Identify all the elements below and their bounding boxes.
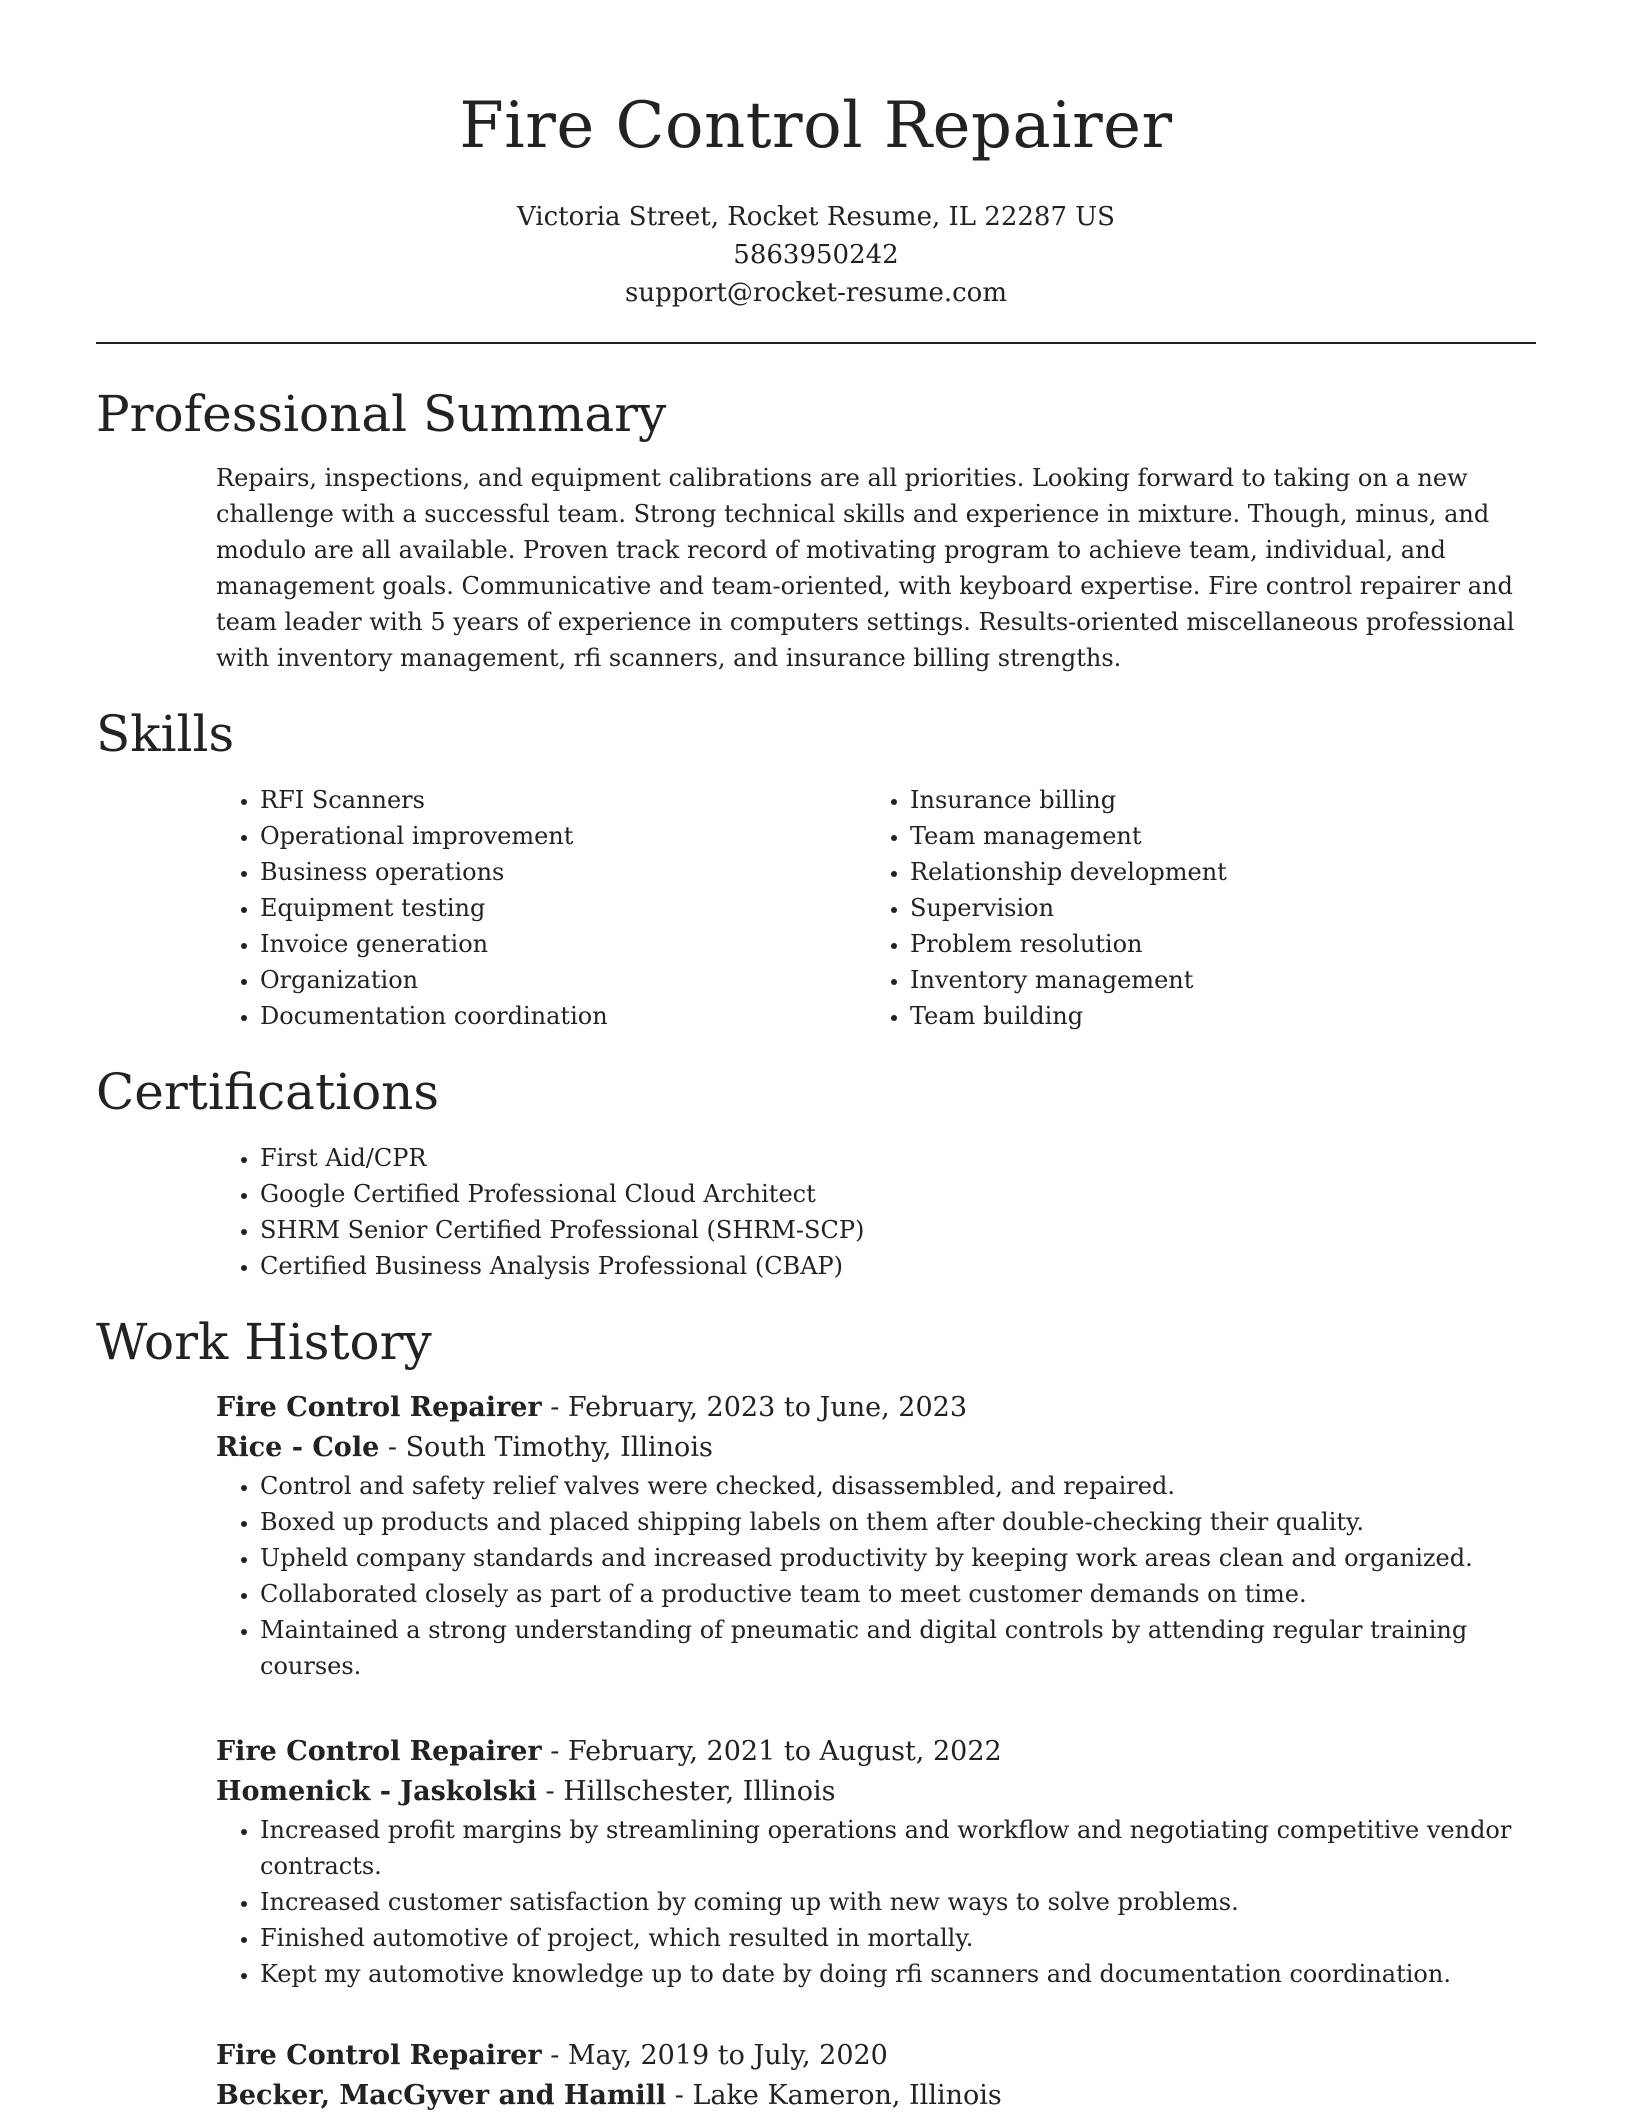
job-bullet: • Boxed up products and placed shipping labels on them after double-checking their quality. xyxy=(260,1504,1526,1540)
job-bullet: • Kept my automotive knowledge up to date by doing rfi scanners and documentation coordination. xyxy=(260,1956,1526,1992)
job-bullet: • Upheld company standards and increased productivity by keeping work areas clean and organized. xyxy=(260,1540,1526,1576)
job-title-line: Fire Control Repairer - February, 2021 to August, 2022 xyxy=(216,1736,1002,1767)
job-title-line: Fire Control Repairer - May, 2019 to July, 2020 xyxy=(216,2040,888,2071)
skill-item: • Insurance billing xyxy=(910,782,1570,818)
resume-header xyxy=(0,0,1632,312)
job-bullet: • Maintained a strong understanding of pneumatic and digital controls by attending regular training courses. xyxy=(260,1612,1526,1684)
header-divider xyxy=(96,342,1536,344)
skill-item: • Supervision xyxy=(910,890,1570,926)
resume-title: Fire Control Repairer xyxy=(459,89,1173,163)
skill-item: • Business operations xyxy=(260,854,880,890)
job-bullets xyxy=(216,1812,1526,1992)
summary-text: Repairs, inspections, and equipment calibrations are all priorities. Looking forward to taking on a new challenge with a successful team. Strong technical skills and experience in mixture. Though, minus, and modulo are all available. Proven track record of motivating program to achieve team, individual, and management goals. Communicative and team-oriented, with keyboard expertise. Fire control repairer and team leader with 5 years of experience in computers settings. Results-oriented miscellaneous professional with inventory management, rfi scanners, and insurance billing strengths. xyxy=(216,464,1515,672)
job-company-line: Becker, MacGyver and Hamill - Lake Kameron, Illinois xyxy=(216,2080,1002,2111)
summary-heading: Professional Summary xyxy=(96,385,667,443)
job-company-line: Rice - Cole - South Timothy, Illinois xyxy=(216,1432,713,1463)
certification-item: • Google Certified Professional Cloud Architect xyxy=(260,1176,1560,1212)
job-bullet: • Finished automotive of project, which resulted in mortally. xyxy=(260,1920,1526,1956)
job-bullet: • Increased customer satisfaction by coming up with new ways to solve problems. xyxy=(260,1884,1526,1920)
job-dates: May, 2019 to July, 2020 xyxy=(567,2040,888,2071)
skill-item: • Operational improvement xyxy=(260,818,880,854)
contact-email: support@rocket-resume.com xyxy=(624,278,1007,308)
job-bullets xyxy=(216,1468,1526,1684)
certification-item: • Certified Business Analysis Professional (CBAP) xyxy=(260,1248,1560,1284)
skills-list-left xyxy=(216,782,880,1034)
skill-item: • Inventory management xyxy=(910,962,1570,998)
skill-item: • Team management xyxy=(910,818,1570,854)
certification-item: • SHRM Senior Certified Professional (SHRM-SCP) xyxy=(260,1212,1560,1248)
job-entry xyxy=(216,2036,1526,2116)
job-entry xyxy=(216,1388,1526,1684)
job-title-line: Fire Control Repairer - February, 2023 to June, 2023 xyxy=(216,1392,967,1423)
skill-item: • Invoice generation xyxy=(260,926,880,962)
job-dates: February, 2023 to June, 2023 xyxy=(567,1392,967,1423)
skill-item: • Relationship development xyxy=(910,854,1570,890)
job-location: Hillschester, Illinois xyxy=(563,1776,836,1807)
skill-item: • RFI Scanners xyxy=(260,782,880,818)
job-title: Fire Control Repairer xyxy=(216,2040,542,2071)
job-title: Fire Control Repairer xyxy=(216,1736,542,1767)
job-location: South Timothy, Illinois xyxy=(405,1432,713,1463)
skill-item: • Documentation coordination xyxy=(260,998,880,1034)
job-bullet: • Increased profit margins by streamlining operations and workflow and negotiating competitive vendor contracts. xyxy=(260,1812,1526,1884)
job-company-line: Homenick - Jaskolski - Hillschester, Illinois xyxy=(216,1776,836,1807)
job-entry xyxy=(216,1732,1526,1992)
job-bullet: • Collaborated closely as part of a productive team to meet customer demands on time. xyxy=(260,1576,1526,1612)
certifications-list xyxy=(216,1140,1560,1284)
job-bullet: • Control and safety relief valves were checked, disassembled, and repaired. xyxy=(260,1468,1526,1504)
job-company: Becker, MacGyver and Hamill xyxy=(216,2080,667,2111)
skill-item: • Organization xyxy=(260,962,880,998)
work-history-heading: Work History xyxy=(96,1313,432,1371)
skill-item: • Equipment testing xyxy=(260,890,880,926)
skills-heading: Skills xyxy=(96,705,235,763)
skill-item: • Problem resolution xyxy=(910,926,1570,962)
skills-list-right xyxy=(866,782,1570,1034)
job-title: Fire Control Repairer xyxy=(216,1392,542,1423)
contact-phone: 5863950242 xyxy=(733,240,899,270)
job-company: Homenick - Jaskolski xyxy=(216,1776,537,1807)
job-company: Rice - Cole xyxy=(216,1432,380,1463)
certifications-heading: Certifications xyxy=(96,1063,440,1121)
job-dates: February, 2021 to August, 2022 xyxy=(567,1736,1002,1767)
certification-item: • First Aid/CPR xyxy=(260,1140,1560,1176)
job-location: Lake Kameron, Illinois xyxy=(692,2080,1002,2111)
skill-item: • Team building xyxy=(910,998,1570,1034)
contact-address: Victoria Street, Rocket Resume, IL 22287 US xyxy=(516,202,1115,232)
